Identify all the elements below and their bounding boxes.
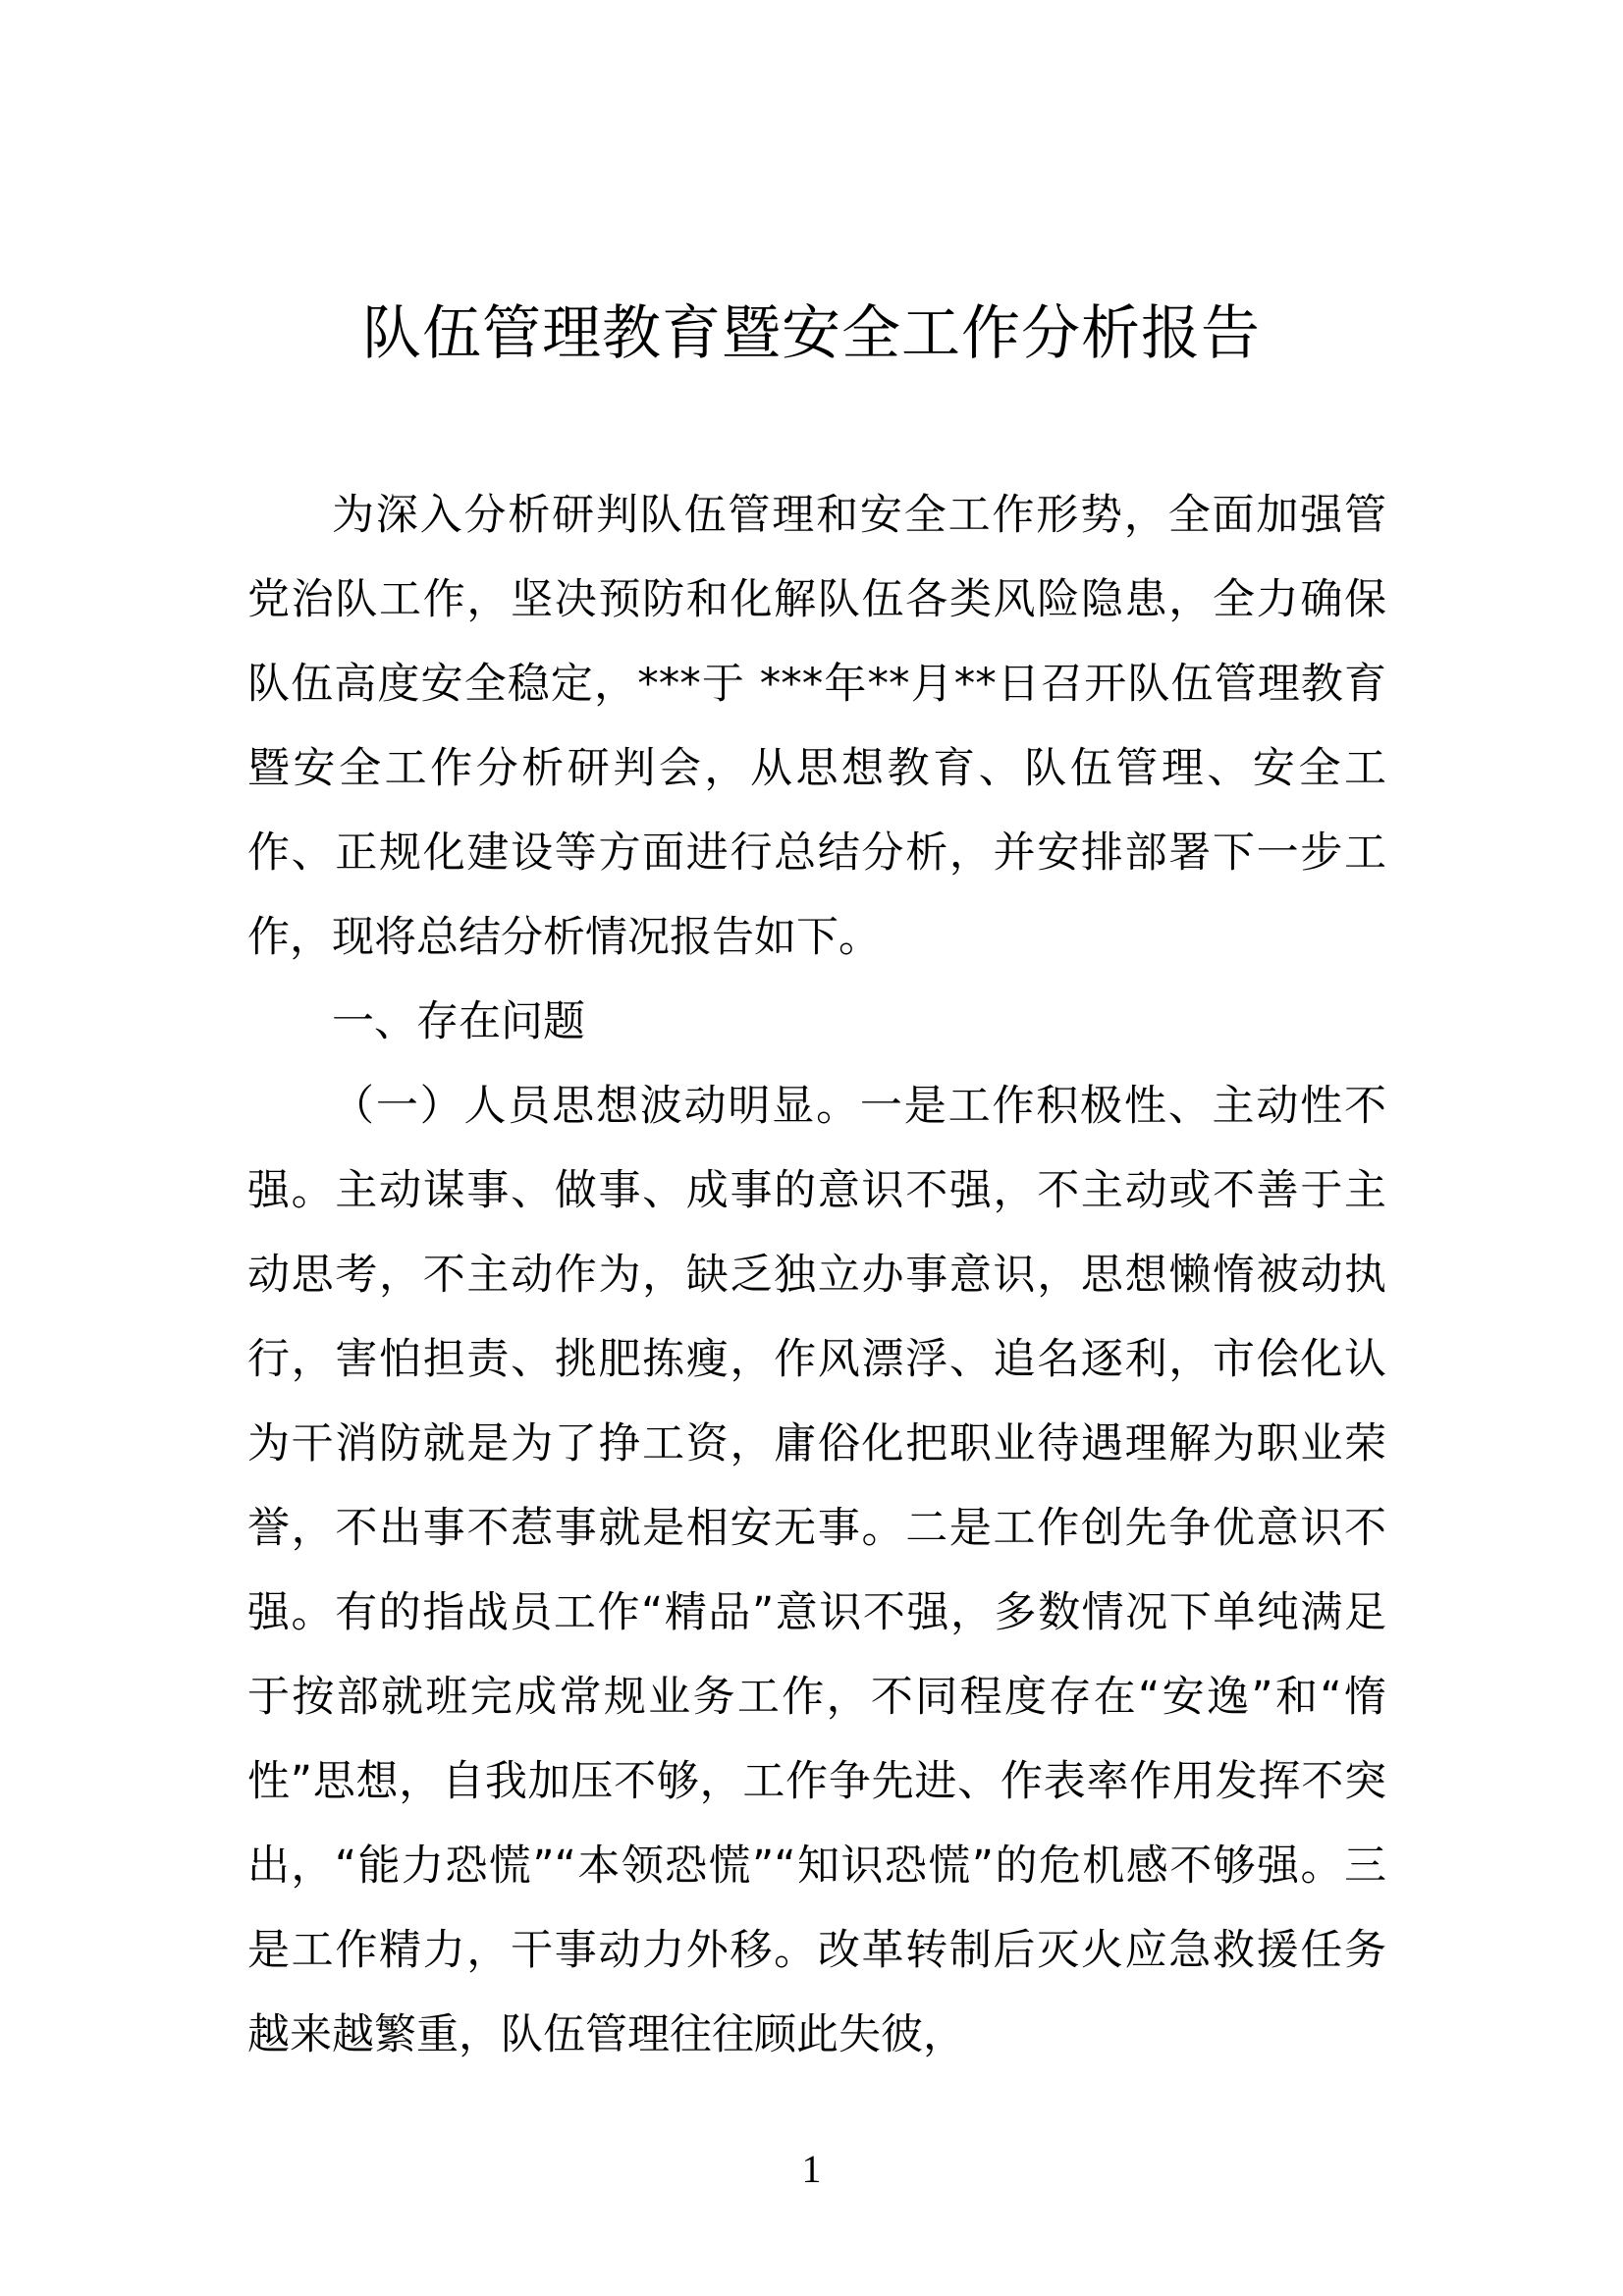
document-body — [247, 473, 1386, 2077]
document-title: 队伍管理教育暨安全工作分析报告 — [362, 299, 1261, 368]
subsection-paragraph: （一）人员思想波动明显。一是工作积极性、主动性不强。主动谋事、做事、成事的意识不强，不主动或不善于主动思考，不主动作为，缺乏独立办事意识，思想懒惰被动执行，害怕担责、挑肥拣瘦，作风漂浮、追名逐利，市侩化认为干消防就是为了挣工资，庸俗化把职业待遇理解为职业荣誉，不出事不惹事就是相安无事。二是工作创先争优意识不强。有的指战员工作“精品”意识不强，多数情况下单纯满足于按部就班完成常规业务工作，不同程度存在“安逸”和“惰性”思想，自我加压不够，工作争先进、作表率作用发挥不突出，“能力恐慌”“本领恐慌”“知识恐慌”的危机感不够强。三是工作精力，干事动力外移。改革转制后灭火应急救援任务越来越繁重，队伍管理往往顾此失彼， — [247, 1082, 1386, 2059]
intro-paragraph: 为深入分析研判队伍管理和安全工作形势，全面加强管党治队工作，坚决预防和化解队伍各类风险隐患，全力确保队伍高度安全稳定，***于 ***年**月**日召开队伍管理教育暨安全工作分析研判会，从思想教育、队伍管理、安全工作、正规化建设等方面进行总结分析，并安排部署下一步工作，现将总结分析情况报告如下。 — [247, 491, 1386, 962]
page-number: 1 — [801, 2147, 822, 2191]
section-heading: 一、存在问题 — [332, 997, 585, 1046]
